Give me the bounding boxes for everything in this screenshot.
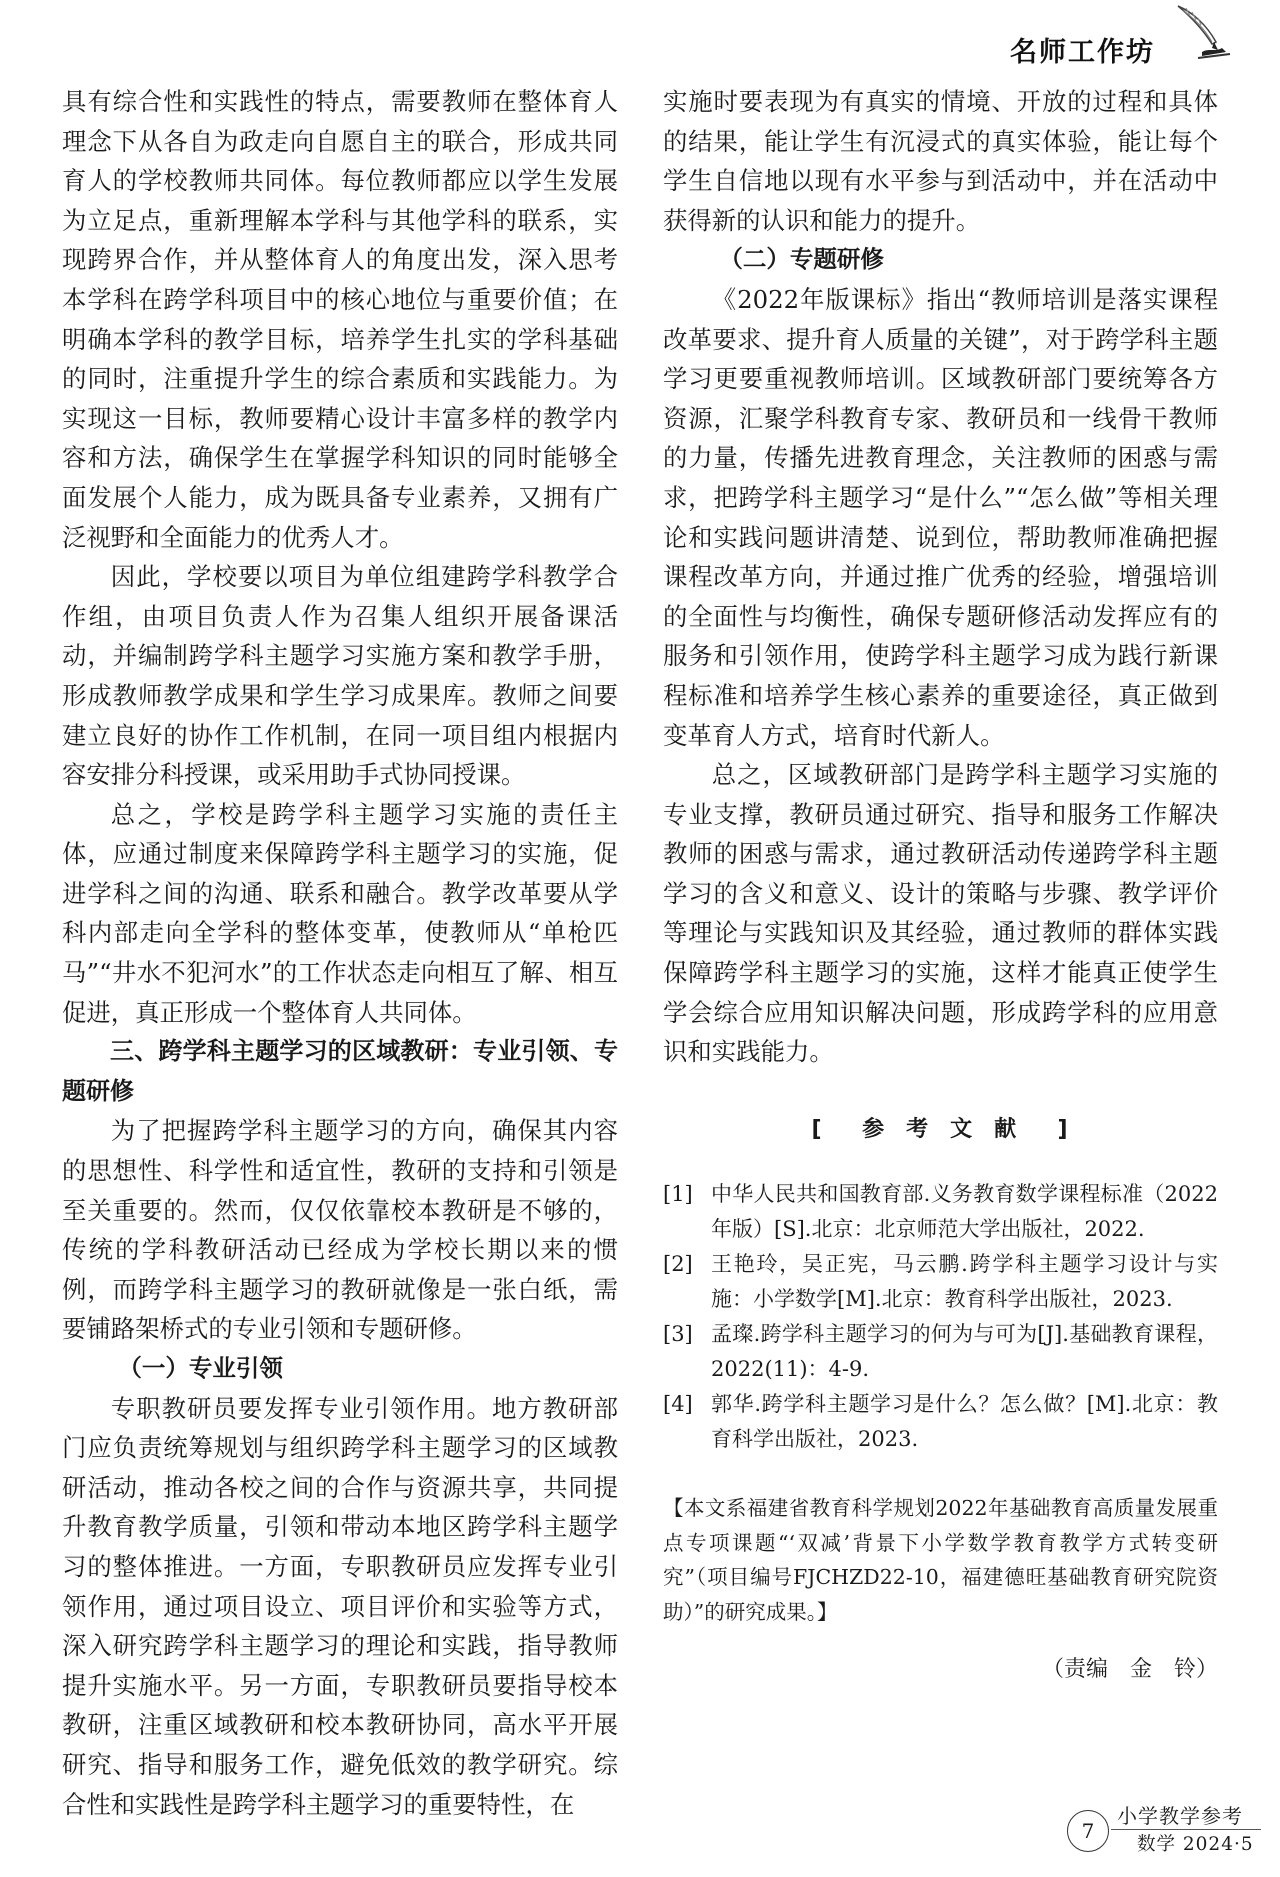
reference-item: [663, 1177, 1218, 1247]
paragraph: 《2022年版课标》指出“教师培训是落实课程改革要求、提升育人质量的关键”，对于跨学科主题学习更要重视教师培训。区域教研部门要统筹各方资源，汇聚学科教育专家、教研员和一线骨干教师的力量，传播先进教育理念，关注教师的困惑与需求，把跨学科主题学习“是什么”“怎么做”等相关理论和实践问题讲清楚、说到位，帮助教师准确把握课程改革方向，并通过推广优秀的经验，增强培训的全面性与均衡性，确保专题研修活动发挥应有的服务和引领作用，使跨学科主题学习成为践行新课程标准和培养学生核心素养的重要途径，真正做到变革育人方式，培育时代新人。: [663, 284, 1218, 750]
reference-item: [663, 1387, 1218, 1457]
paragraph: 总之，学校是跨学科主题学习实施的责任主体，应通过制度来保障跨学科主题学习的实施，促进学科之间的沟通、联系和融合。教学改革要从学科内部走向全学科的整体变革，使教师从“单枪匹马”“井水不犯河水”的工作状态走向相互了解、相互促进，真正形成一个整体育人共同体。: [62, 799, 618, 1027]
paragraph: 为了把握跨学科主题学习的方向，确保其内容的思想性、科学性和适宜性，教研的支持和引领是至关重要的。然而，仅仅依靠校本教研是不够的，传统的学科教研活动已经成为学校长期以来的惯例，而跨学科主题学习的教研就像是一张白纸，需要铺路架桥式的专业引领和专题研修。: [62, 1116, 618, 1344]
reference-number: [1]: [663, 1182, 693, 1207]
page-footer: [1067, 1798, 1267, 1862]
section-title: 名师工作坊: [1010, 37, 1155, 68]
paragraph: 总之，区域教研部门是跨学科主题学习实施的专业支撑，教研员通过研究、指导和服务工作解决教师的困惑与需求，通过教研活动传递跨学科主题学习的含义和意义、设计的策略与步骤、教学评价等理论与实践知识及其经验，通过教师的群体实践保障跨学科主题学习的实施，这样才能真正使学生学会综合应用知识解决问题，形成跨学科的应用意识和实践能力。: [663, 760, 1218, 1067]
right-column: [663, 82, 1218, 1690]
reference-number: [2]: [663, 1252, 693, 1277]
reference-number: [3]: [663, 1322, 693, 1347]
subsection-heading: （一）专业引领: [118, 1354, 283, 1382]
reference-text: 王艳玲，吴正宪，马云鹏.跨学科主题学习设计与实施：小学数学[M].北京：教育科学出版社，2023.: [711, 1252, 1218, 1312]
left-column: [62, 82, 618, 1824]
reference-number: [4]: [663, 1392, 693, 1417]
paragraph: 具有综合性和实践性的特点，需要教师在整体育人理念下从各自为政走向自愿自主的联合，形成共同育人的学校教师共同体。每位教师都应以学生发展为立足点，重新理解本学科与其他学科的联系，实现跨界合作，并从整体育人的角度出发，深入思考本学科在跨学科项目中的核心地位与重要价值；在明确本学科的教学目标，培养学生扎实的学科基础的同时，注重提升学生的综合素质和实践能力。为实现这一目标，教师要精心设计丰富多样的教学内容和方法，确保学生在掌握学科知识的同时能够全面发展个人能力，成为既具备专业素养，又拥有广泛视野和全面能力的优秀人才。: [62, 87, 618, 552]
paragraph: 因此，学校要以项目为单位组建跨学科教学合作组，由项目负责人作为召集人组织开展备课活动，并编制跨学科主题学习实施方案和教学手册，形成教师教学成果和学生学习成果库。教师之间要建立良好的协作工作机制，在同一项目组内根据内容安排分科授课，或采用助手式协同授课。: [62, 562, 618, 790]
reference-item: [663, 1317, 1218, 1387]
paragraph: 实施时要表现为有真实的情境、开放的过程和具体的结果，能让学生有沉浸式的真实体验，能让每个学生自信地以现有水平参与到活动中，并在活动中获得新的认识和能力的提升。: [663, 87, 1218, 235]
funding-note: 【本文系福建省教育科学规划2022年基础教育高质量发展重点专项课题“‘双减’背景下小学数学教育教学方式转变研究”（项目编号FJCHZD22-10，福建德旺基础教育研究院资助）”的研究成果。】: [663, 1496, 1218, 1624]
page-number: 7: [1067, 1810, 1109, 1852]
references-title: 参考文献: [862, 1116, 1039, 1142]
reference-text: 孟璨.跨学科主题学习的何为与可为[J].基础教育课程，2022(11)：4-9.: [711, 1322, 1218, 1382]
journal-name: 小学教学参考: [1117, 1804, 1243, 1828]
subsection-heading: （二）专题研修: [719, 245, 884, 274]
reference-item: [663, 1247, 1218, 1317]
reference-list: [663, 1177, 1218, 1457]
issue-label: 数学 2024·5: [1137, 1834, 1254, 1855]
references-heading: [ 参考文献 ]: [811, 1116, 1070, 1142]
reference-text: 中华人民共和国教育部.义务教育数学课程标准（2022年版）[S].北京：北京师范大学出版社，2022.: [711, 1182, 1218, 1242]
reference-text: 郭华.跨学科主题学习是什么？怎么做？[M].北京：教育科学出版社，2023.: [711, 1392, 1218, 1452]
section-heading: 三、跨学科主题学习的区域教研：专业引领、专题研修: [62, 1037, 618, 1105]
paragraph: 专职教研员要发挥专业引领作用。地方教研部门应负责统筹规划与组织跨学科主题学习的区域教研活动，推动各校之间的合作与资源共享，共同提升教育教学质量，引领和带动本地区跨学科主题学习的整体推进。一方面，专职教研员应发挥专业引领作用，通过项目设立、项目评价和实验等方式，深入研究跨学科主题学习的理论和实践，指导教师提升实施水平。另一方面，专职教研员要指导校本教研，注重区域教研和校本教研协同，高水平开展研究、指导和服务工作，避免低效的教学研究。综合性和实践性是跨学科主题学习的重要特性，在: [62, 1393, 618, 1819]
editor-credit: （责编 金 铃）: [1041, 1656, 1218, 1682]
quill-pen-icon: [1172, 2, 1232, 64]
